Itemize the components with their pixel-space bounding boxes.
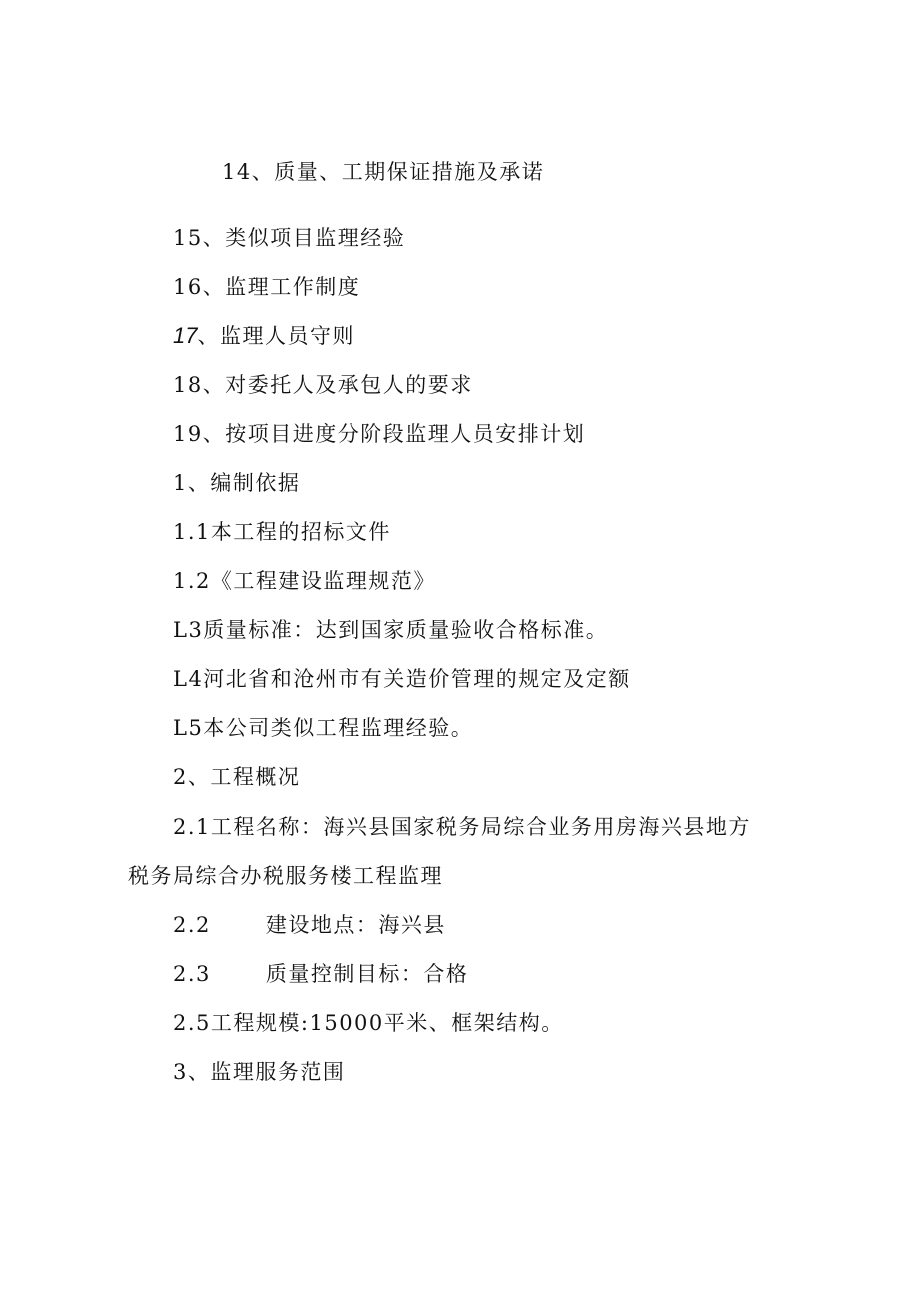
toc-item-17 bbox=[173, 322, 355, 350]
paragraph-2-2-text: 建设地点：海兴县 bbox=[265, 913, 446, 937]
toc-item-18: 18、对委托人及承包人的要求 bbox=[173, 373, 473, 397]
paragraph-2-5: 2.5工程规模:15000平米、框架结构。 bbox=[173, 1011, 564, 1035]
paragraph-2-3 bbox=[173, 960, 468, 988]
paragraph-2-3-text: 质量控制目标：合格 bbox=[265, 962, 469, 986]
toc-item-15: 15、类似项目监理经验 bbox=[173, 226, 406, 250]
toc-item-19: 19、按项目进度分阶段监理人员安排计划 bbox=[173, 422, 586, 446]
paragraph-2-2 bbox=[173, 911, 446, 939]
paragraph-1-1: 1.1本工程的招标文件 bbox=[173, 520, 391, 544]
paragraph-1-3: L3质量标准：达到国家质量验收合格标准。 bbox=[173, 618, 609, 642]
toc-item-14: 14、质量、工期保证措施及承诺 bbox=[222, 160, 545, 184]
toc-item-17-number: 17 bbox=[173, 323, 198, 348]
paragraph-1-2: 1.2《工程建设监理规范》 bbox=[173, 569, 436, 593]
paragraph-2-3-number: 2.3 bbox=[173, 962, 211, 986]
paragraph-1-5: L5本公司类似工程监理经验。 bbox=[173, 716, 474, 740]
toc-item-17-text: 、监理人员守则 bbox=[197, 324, 355, 348]
paragraph-1-4: L4河北省和沧州市有关造价管理的规定及定额 bbox=[173, 667, 631, 691]
paragraph-2-1-line-2: 税务局综合办税服务楼工程监理 bbox=[128, 864, 443, 888]
toc-item-16: 16、监理工作制度 bbox=[173, 275, 361, 299]
section-heading-1: 1、编制依据 bbox=[173, 471, 301, 495]
section-heading-2: 2、工程概况 bbox=[173, 765, 301, 789]
paragraph-2-2-number: 2.2 bbox=[173, 913, 211, 937]
paragraph-2-1-line-1: 2.1工程名称：海兴县国家税务局综合业务用房海兴县地方 bbox=[173, 815, 751, 839]
section-heading-3: 3、监理服务范围 bbox=[173, 1060, 346, 1084]
